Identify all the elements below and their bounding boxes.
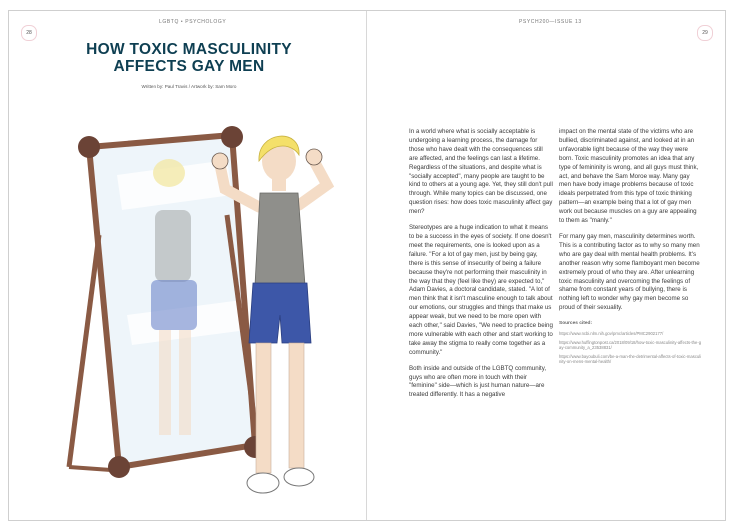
paragraph: Stereotypes are a huge indication to what it means to be a success in the eyes of society. If one doesn't meet the requirements, one is looked upon as a failure. "For a lot of gay men, just by being gay, there is this sense of insecurity of being a failure because they're not performing their masculinity in the way that they (feel like they) are expected to," Adam Davies, a doctoral candidate, stated. "A lot of men think that it isn't masculine enough to talk about our emotions, our struggles and things that make us appear weak, but we need to be more open with each other," said Davies, "We need to practice being more vulnerable with each other and start working to take away the stigma to really come together as a community." [409, 224, 553, 356]
title-line-2: AFFECTS GAY MEN [113, 58, 265, 75]
man-fist [212, 153, 228, 169]
man-arm-right [299, 161, 327, 205]
article-credits: Written by: Paul Travis / Artwork by: Sam Moro [141, 84, 237, 89]
man-neck [272, 177, 286, 191]
page-number-left: 28 [21, 25, 37, 41]
reflection-shorts [151, 280, 197, 330]
man-shoe [247, 473, 279, 493]
man-tank-top [255, 193, 305, 285]
reflection-leg [159, 330, 171, 435]
man-shorts [249, 283, 311, 343]
mirror-leg [69, 235, 99, 467]
mirror-knob [78, 136, 100, 158]
article-column-2 [559, 128, 703, 368]
source-link[interactable]: https://www.huffingtonpost.ca/2018/09/18/how-toxic-masculinity-affects-the-gay-community_a_23538831/ [559, 339, 702, 351]
mirror-knob [221, 126, 243, 148]
man-shoe [284, 468, 314, 486]
page-number-right: 29 [697, 25, 713, 41]
source-link[interactable]: https://www.bayoubuli.com/be-a-man-the-detrimental-affects-of-toxic-masculinity-on-mens-mental-health/ [559, 353, 702, 365]
paragraph: In a world where what is socially acceptable is undergoing a learning process, the damage for those who have dealt with the consequences still are affected, and the feelings can last a lifetime. Regardless of the situations, and despite what is "socially accepted", many people are taught to be kind to others at a young age. Yet, they still don't pull through. While many topics can be discussed, one question rises: how does toxic masculinity affect gay men? [409, 128, 553, 216]
sources-title: Sources cited: [559, 321, 593, 327]
article-column-1 [409, 128, 553, 407]
running-head-left: LGBTQ • PSYCHOLOGY [159, 19, 227, 25]
paragraph: impact on the mental state of the victims who are bullied, discriminated against, and looked at in an unfavorable light because of the way they were born. Toxic masculinity promotes an idea that any type of femininity is wrong, and all guys must think, act, and behave the Sam Moroe way. Many gay men have body image problems because of toxic ideals perpetrated from this type of toxic thinking pattern—an example being that a lot of gay men work out because muscles on a guy are appealing to them as "manly." [559, 128, 699, 225]
reflection-leg [179, 330, 191, 435]
magazine-spread [8, 10, 726, 521]
man-fist [306, 149, 322, 165]
mirror-knob [108, 456, 130, 478]
source-link[interactable]: https://www.ncbi.nlm.nih.gov/pmc/articles/PMC2902177/ [559, 331, 664, 337]
running-head-right: PSYCH200—ISSUE 13 [519, 19, 582, 25]
title-line-1: HOW TOXIC MASCULINITY [86, 41, 292, 58]
man-leg [289, 343, 304, 468]
man-leg [256, 343, 271, 473]
article-title [69, 41, 309, 75]
paragraph: Both inside and outside of the LGBTQ community, guys who are often more in touch with their "feminine" side—which is just human nature—are treated differently. It has a negative [409, 364, 547, 399]
reflection-shirt [155, 210, 191, 282]
paragraph: For many gay men, masculinity determines worth. This is a contributing factor as to why so many men who are gay deal with mental health problems. It's another reason why some flamboyant men become extremely proud of who they are. After unlearning toxic masculinity and overcoming the feelings of shame from constant years of bullying, there is nothing left to wonder why gay men become so proud of their sexuality. [559, 232, 700, 312]
right-page [367, 11, 725, 520]
mirror-illustration [27, 115, 347, 510]
left-page [9, 11, 367, 520]
reflection-hair [153, 159, 185, 187]
